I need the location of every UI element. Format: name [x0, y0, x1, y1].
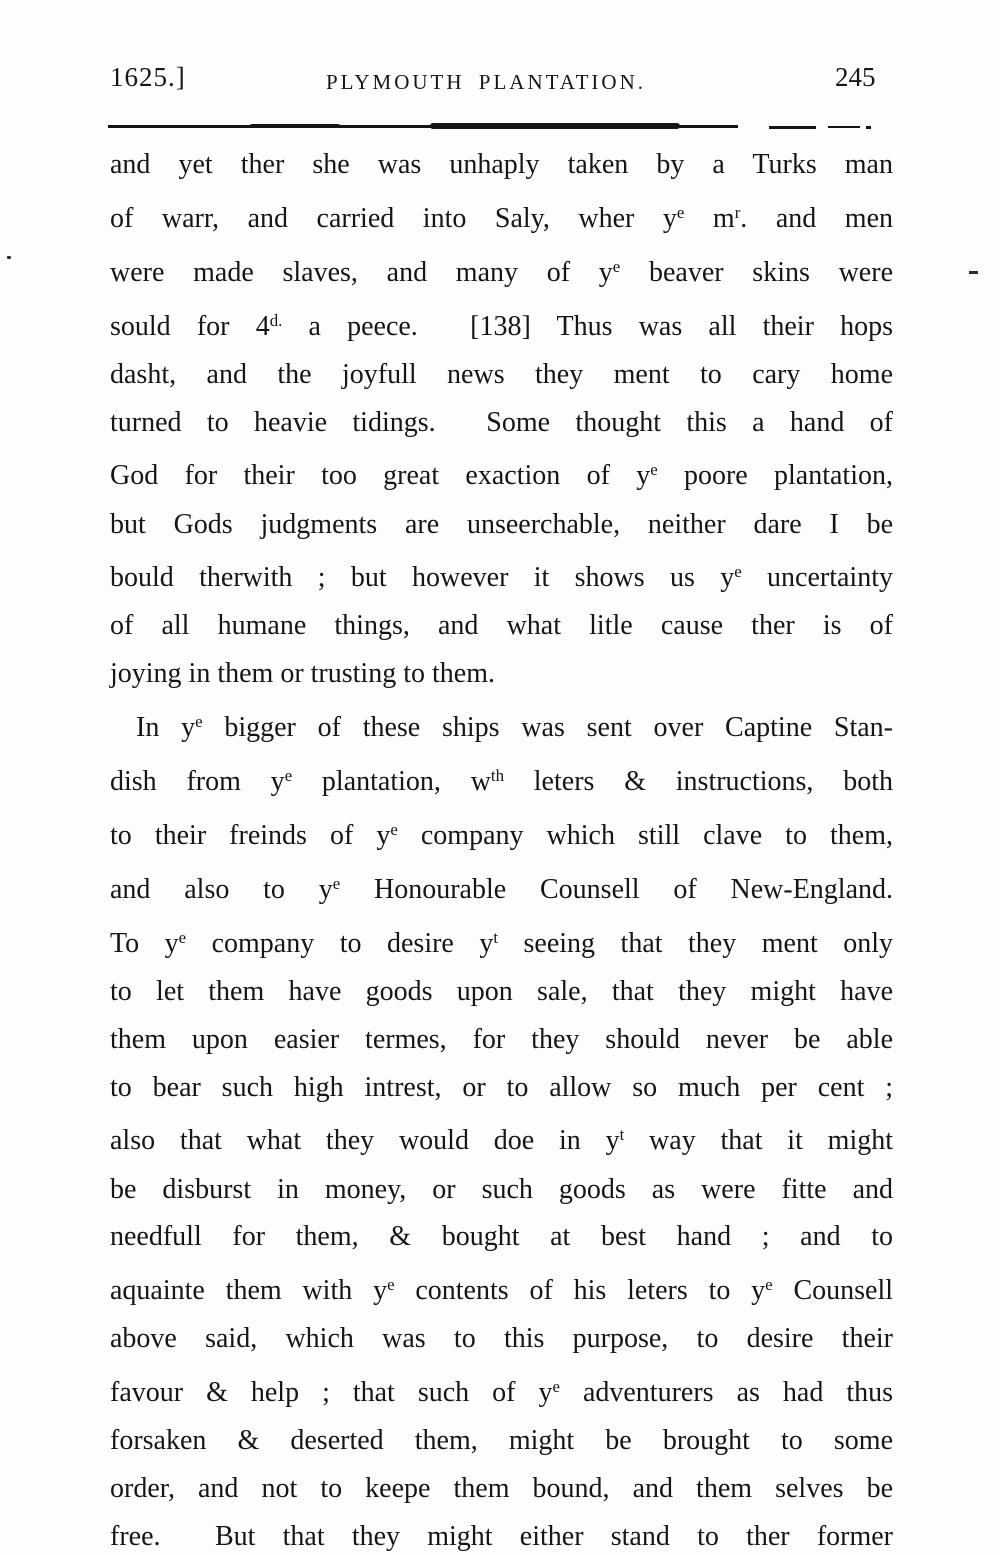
text-line: [110, 914, 893, 968]
text-line: [110, 1166, 893, 1214]
header-rule-dash-2: [828, 126, 860, 128]
text-segment: company to desire y: [186, 928, 494, 960]
text-segment: be disburst in money, or such goods as were fitte and: [110, 1173, 893, 1205]
text-segment: and also to y: [110, 874, 333, 906]
header-page-number: 245: [835, 62, 876, 92]
text-segment: . and men: [740, 203, 893, 235]
text-segment: poore plantation,: [657, 460, 893, 492]
text-segment: seeing that they ment only: [498, 928, 893, 960]
superscript: e: [765, 1275, 773, 1295]
text-line: [110, 1417, 893, 1465]
text-segment: turned to heavie tidings. Some thought this a hand of: [110, 406, 893, 438]
text-line: [110, 1363, 893, 1417]
text-line: [110, 1465, 893, 1513]
text-segment: joying in them or trusting to them.: [110, 658, 495, 690]
scan-artifact-left-edge: [7, 256, 11, 259]
text-line: [110, 650, 893, 698]
superscript: e: [390, 820, 398, 839]
text-line: [110, 752, 893, 806]
text-segment: free. But that they might either stand to ther former: [110, 1520, 893, 1552]
superscript: d.: [269, 310, 283, 330]
text-segment: beaver skins were: [620, 257, 893, 289]
superscript: e: [612, 256, 621, 276]
scan-artifact-right-edge: [969, 271, 978, 274]
text-segment: a peece. [138] Thus was all their hops: [282, 311, 893, 343]
text-segment: dish from y: [110, 766, 285, 798]
text-line: [110, 698, 893, 752]
text-segment: company which still clave to them,: [397, 820, 893, 852]
superscript: t: [619, 1125, 625, 1145]
text-segment: were made slaves, and many of y: [110, 257, 613, 289]
text-line: [110, 189, 893, 243]
header-rule-thick-patch: [430, 123, 680, 129]
text-segment: favour & help ; that such of y: [110, 1377, 553, 1409]
text-line: [110, 399, 893, 447]
header-rule-dash-1: [769, 126, 816, 129]
header-running-title: PLYMOUTH PLANTATION.: [325, 70, 647, 94]
text-line: [110, 602, 893, 650]
superscript: t: [493, 928, 499, 948]
text-line: [110, 1213, 893, 1261]
text-segment: adventurers as had thus: [559, 1377, 893, 1409]
text-segment: also that what they would doe in y: [110, 1125, 620, 1157]
text-line: [110, 548, 893, 602]
superscript: r: [734, 202, 741, 222]
text-line: [110, 501, 893, 549]
superscript: e: [650, 460, 658, 480]
text-line: [110, 1315, 893, 1363]
superscript: e: [284, 765, 293, 785]
header-rule-thick-patch-2: [250, 124, 340, 128]
text-segment: needfull for them, & bought at best hand ; and to: [110, 1221, 893, 1253]
superscript: e: [387, 1275, 395, 1295]
text-segment: them upon easier termes, for they should never be able: [110, 1023, 893, 1055]
text-segment: sould for 4: [110, 311, 270, 343]
superscript: e: [552, 1376, 560, 1396]
text-segment: to let them have goods upon sale, that they might have: [110, 976, 893, 1008]
text-segment: bigger of these ships was sent over Captine Stan-: [202, 712, 893, 744]
text-line: [110, 1513, 893, 1555]
text-segment: forsaken & deserted them, might be brought to some: [110, 1424, 893, 1456]
text-segment: uncertainty: [741, 562, 893, 594]
text-line: [110, 351, 893, 399]
text-line: [110, 806, 893, 860]
text-line: [110, 1111, 893, 1165]
text-segment: dasht, and the joyfull news they ment to cary home: [110, 358, 893, 390]
superscript: e: [676, 202, 685, 222]
superscript: e: [734, 562, 742, 582]
text-segment: order, and not to keepe them bound, and them selves be: [110, 1472, 893, 1504]
text-segment: plantation, w: [292, 766, 491, 798]
header-rule-dot: [866, 126, 871, 129]
superscript: e: [332, 874, 341, 894]
text-line: [110, 1016, 893, 1064]
text-segment: to bear such high intrest, or to allow so much per cent ;: [110, 1071, 893, 1103]
text-segment: aquainte them with y: [110, 1275, 388, 1307]
text-segment: bould therwith ; but however it shows us y: [110, 562, 735, 594]
text-segment: and yet ther she was unhaply taken by a Turks man: [110, 149, 893, 180]
text-line: [110, 1261, 893, 1315]
text-segment: God for their too great exaction of y: [110, 460, 651, 492]
text-segment: contents of his leters to y: [394, 1275, 766, 1307]
body-text: [110, 141, 893, 1555]
text-line: [110, 860, 893, 914]
text-segment: Honourable Counsell of New-England.: [340, 874, 894, 906]
text-line: [110, 243, 893, 297]
text-segment: way that it might: [624, 1125, 894, 1157]
text-segment: of all humane things, and what litle cause ther is of: [110, 610, 893, 642]
superscript: th: [490, 765, 504, 785]
text-segment: of warr, and carried into Saly, wher y: [110, 203, 677, 235]
text-line: [110, 968, 893, 1016]
text-segment: In y: [136, 712, 196, 744]
text-segment: Counsell: [772, 1275, 894, 1307]
text-segment: above said, which was to this purpose, to desire their: [110, 1323, 893, 1355]
superscript: e: [195, 711, 203, 731]
text-segment: but Gods judgments are unseerchable, neither dare I be: [110, 508, 893, 540]
text-line: [110, 297, 893, 351]
text-segment: leters & instructions, both: [503, 766, 893, 798]
text-segment: to their freinds of y: [110, 820, 391, 852]
superscript: e: [178, 928, 187, 948]
text-line: [110, 446, 893, 500]
text-line: [110, 141, 893, 189]
header-year: 1625.]: [110, 62, 186, 92]
text-segment: To y: [110, 928, 179, 960]
text-segment: m: [684, 203, 735, 235]
text-line: [110, 1064, 893, 1112]
